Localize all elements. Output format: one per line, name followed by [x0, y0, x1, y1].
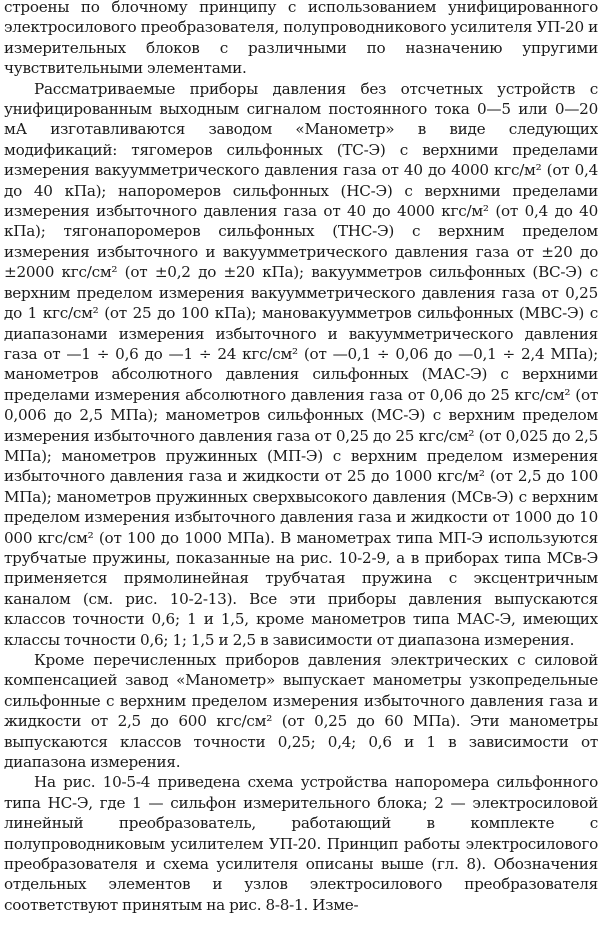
paragraph-narrow-range-manometers: Кроме перечисленных приборов давления электрических с силовой компенсацией завод «Манометр» выпускает манометры узкопредельные сильфонные с верхним пределом измерения избыточного давления газа и жидкости от 2,5 до 600 кгс/см² (от 0,25 до 60 МПа). Эти манометры выпускаются классов точности 0,25; 0,4; 0,6 и 1 в зависимости от диапазона измерения. — [4, 651, 598, 772]
paragraph-device-modifications: Рассматриваемые приборы давления без отсчетных устройств с унифицированным выходным сигналом постоянного тока 0—5 или 0—20 мА изготавливаются заводом «Манометр» в виде следующих модификаций: тягомеров сильфонных (ТС-Э) с верхними пределами измерения вакуумметрического давления газа от 40 до 4000 кгс/м² (от 0,4 до 40 кПа); напоромеров сильфонных (НС-Э) с верхними пределами измерения избыточного давления газа от 40 до 4000 кгс/м² (от 0,4 до 40 кПа); тягонапоромеров сильфонных (ТНС-Э) с верхним пределом измерения избыточного и вакуумметрического давления газа от ±20 до ±2000 кгс/см² (от ±0,2 до ±20 кПа); вакуумметров сильфонных (ВС-Э) с верхним пределом измерения вакуумметрического давления газа от 0,25 до 1 кгс/см² (от 25 до 100 кПа); мановакуумметров сильфонных (МВС-Э) с диапазонами измерения избыточного и вакуумметрического давления газа от —1 ÷ 0,6 до —1 ÷ 24 кгс/см² (от —0,1 ÷ 0,06 до —0,1 ÷ 2,4 МПа); манометров абсолютного давления сильфонных (МАС-Э) с верхними пределами измерения абсолютного давления газа от 0,06 до 25 кгс/см² (от 0,006 до 2,5 МПа); манометров сильфонных (МС-Э) с верхним пределом измерения избыточного давления газа от 0,25 до 25 кгс/см² (от 0,025 до 2,5 МПа); манометров пружинных (МП-Э) с верхним пределом измерения избыточного давления газа и жидкости от 25 до 1000 кгс/м² (от 2,5 до 100 МПа); манометров пружинных сверхвысокого давления (МСв-Э) с верхним пределом измерения избыточного давления газа и жидкости от 1000 до 10 000 кгс/см² (от 100 до 1000 МПа). В манометрах типа МП-Э используются трубчатые пружины, показанные на рис. 10-2-9, а в приборах типа МСв-Э применяется прямолинейная трубчатая пружина с эксцентричным каналом (см. рис. 10-2-13). Все эти приборы давления выпускаются классов точности 0,6; 1 и 1,5, кроме манометров типа МАС-Э, имеющих классы точности 0,6; 1; 1,5 и 2,5 в зависимости от диапазона измерения. — [4, 79, 598, 649]
paragraph-continuation: строены по блочному принципу с использованием унифицированного электросилового преобразователя, полупроводникового усилителя УП-20 и измерительных блоков с различными по назначению упругими чувствительными элементами. — [4, 0, 598, 78]
paragraph-figure-description: На рис. 10-5-4 приведена схема устройства напоромера сильфонного типа НС-Э, где 1 — сильфон измерительного блока; 2 — электросиловой линейный преобразователь, работающий в комплекте с полупроводниковым усилителем УП-20. Принцип работы электросилового преобразователя и схема усилителя описаны выше (гл. 8). Обозначения отдельных элементов и узлов электросилового преобразователя соответствуют принятым на рис. 8-8-1. Изме- — [4, 773, 598, 914]
